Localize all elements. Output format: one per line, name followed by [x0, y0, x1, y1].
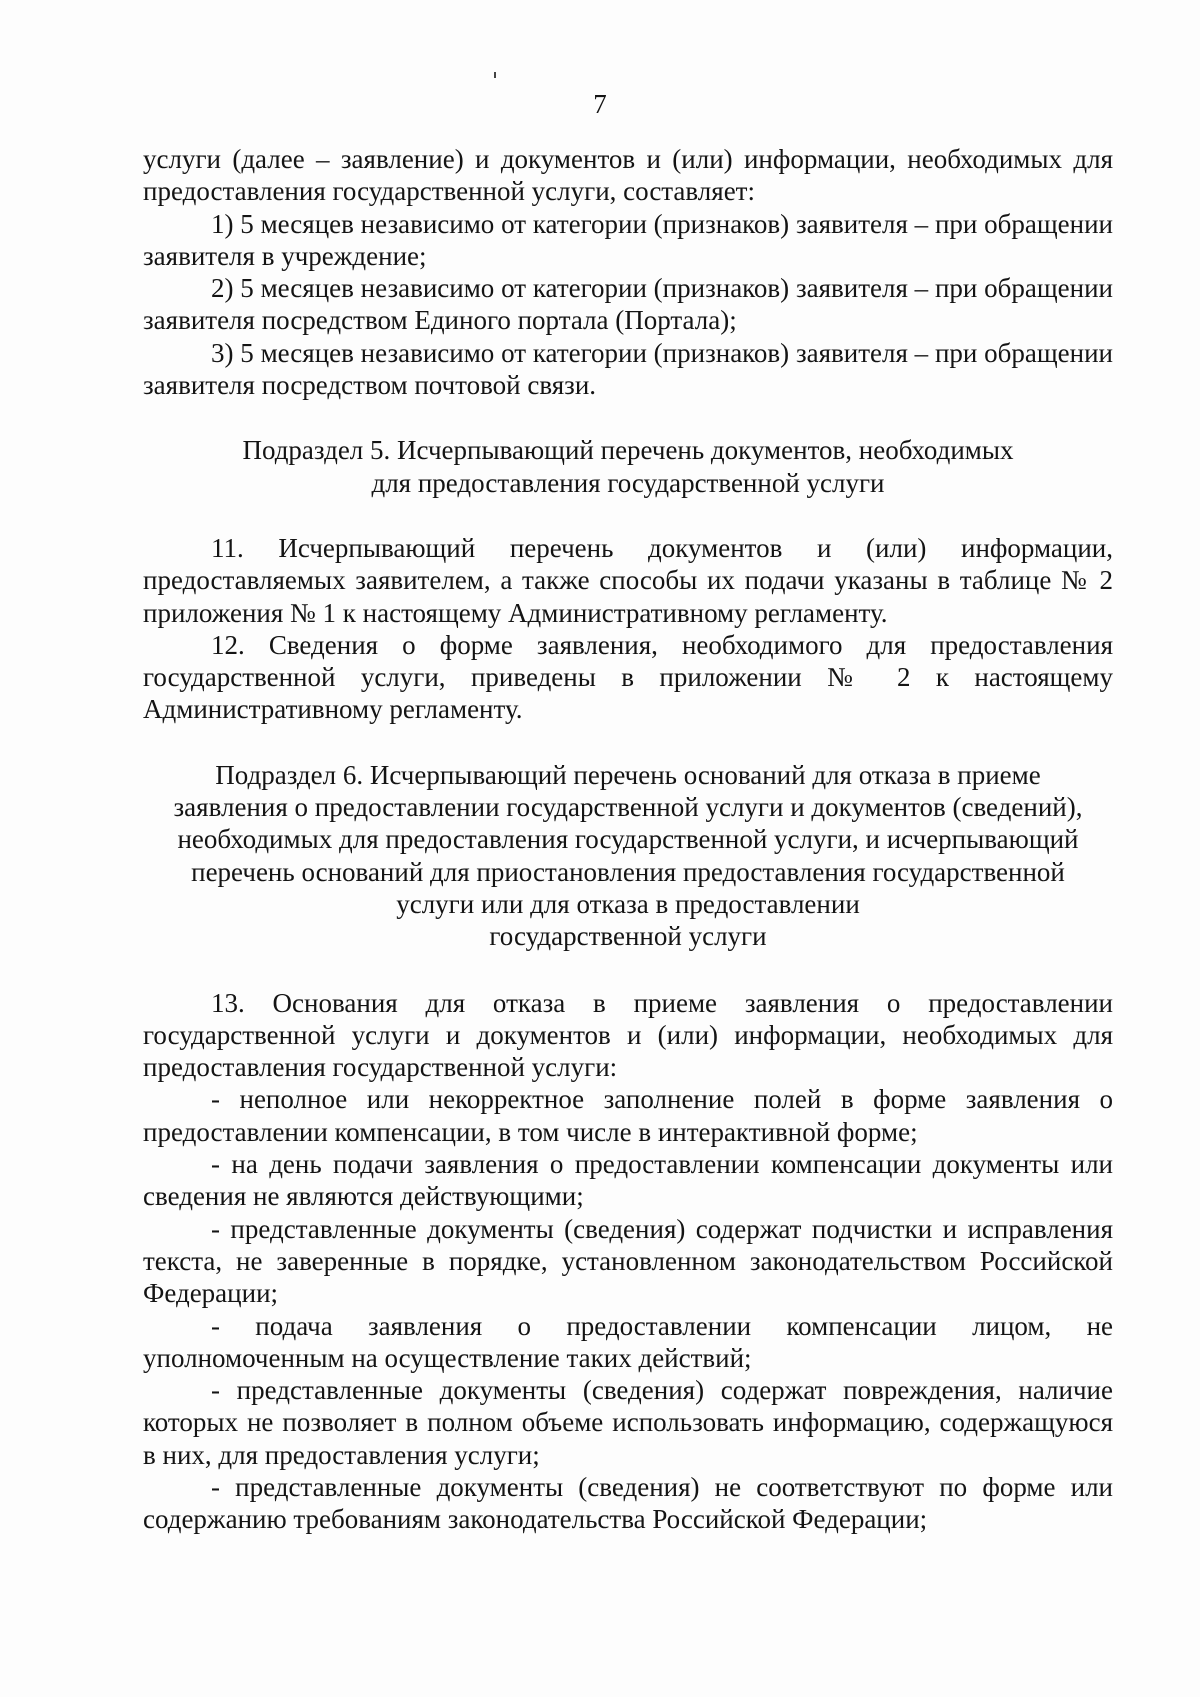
subsection-6-heading-line-4: перечень оснований для приостановления предоставления государственной — [191, 856, 1065, 887]
ground-item-1: - неполное или некорректное заполнение полей в форме заявления о предоставлении компенсации, в том числе в интерактивной форме; — [143, 1084, 1113, 1147]
term-item-3: 3) 5 месяцев независимо от категории (признаков) заявителя – при обращении заявителя посредством почтовой связи. — [143, 337, 1113, 401]
ground-item-4: - подача заявления о предоставлении компенсации лицом, не уполномоченным на осуществление таких действий; — [143, 1310, 1113, 1373]
document-body — [143, 143, 1113, 1536]
scan-speck — [494, 72, 496, 78]
paragraph-12: 12. Сведения о форме заявления, необходимого для предоставления государственной услуги, приведены в приложении № 2 к настоящему Административному регламенту. — [143, 629, 1113, 725]
term-item-2: 2) 5 месяцев независимо от категории (признаков) заявителя – при обращении заявителя посредством Единого портала (Портала); — [143, 273, 1113, 336]
paragraph-11: 11. Исчерпывающий перечень документов и (или) информации, предоставляемых заявителем, а также способы их подачи указаны в таблице № 2 приложения № 1 к настоящему Административному регламенту. — [143, 532, 1113, 628]
spacer — [143, 726, 1113, 759]
subsection-5-heading — [143, 434, 1113, 499]
subsection-6-heading-line-3: необходимых для предоставления государственной услуги, и исчерпывающий — [177, 824, 1079, 855]
subsection-6-heading-line-5: услуги или для отказа в предоставлении — [396, 888, 860, 919]
subsection-6-heading-line-2: заявления о предоставлении государственной услуги и документов (сведений), — [173, 792, 1083, 823]
spacer — [143, 953, 1113, 987]
spacer — [143, 401, 1113, 434]
subsection-6-heading-line-6: государственной услуги — [489, 921, 767, 952]
subsection-6-heading — [143, 759, 1113, 953]
term-item-1: 1) 5 месяцев независимо от категории (признаков) заявителя – при обращении заявителя в учреждение; — [143, 208, 1113, 271]
ground-item-3: - представленные документы (сведения) содержат подчистки и исправления текста, не заверенные в порядке, установленном законодательством Российской Федерации; — [143, 1213, 1113, 1309]
ground-item-5: - представленные документы (сведения) содержат повреждения, наличие которых не позволяет в полном объеме использовать информацию, содержащуюся в них, для предоставления услуги; — [143, 1375, 1113, 1470]
spacer — [143, 499, 1113, 532]
ground-item-2: - на день подачи заявления о предоставлении компенсации документы или сведения не являются действующими; — [143, 1149, 1113, 1212]
intro-continuation: услуги (далее – заявление) и документов и (или) информации, необходимых для предоставления государственной услуги, составляет: — [143, 144, 1113, 207]
subsection-6-heading-line-1: Подраздел 6. Исчерпывающий перечень оснований для отказа в приеме — [215, 759, 1041, 790]
ground-item-6: - представленные документы (сведения) не соответствуют по форме или содержанию требованиям законодательства Российской Федерации; — [143, 1471, 1113, 1535]
paragraph-13: 13. Основания для отказа в приеме заявления о предоставлении государственной услуги и документов и (или) информации, необходимых для предоставления государственной услуги: — [143, 987, 1113, 1083]
subsection-5-heading-line-1: Подраздел 5. Исчерпывающий перечень документов, необходимых — [242, 435, 1014, 466]
subsection-5-heading-line-2: для предоставления государственной услуги — [371, 467, 885, 498]
page-number: 7 — [593, 89, 607, 119]
